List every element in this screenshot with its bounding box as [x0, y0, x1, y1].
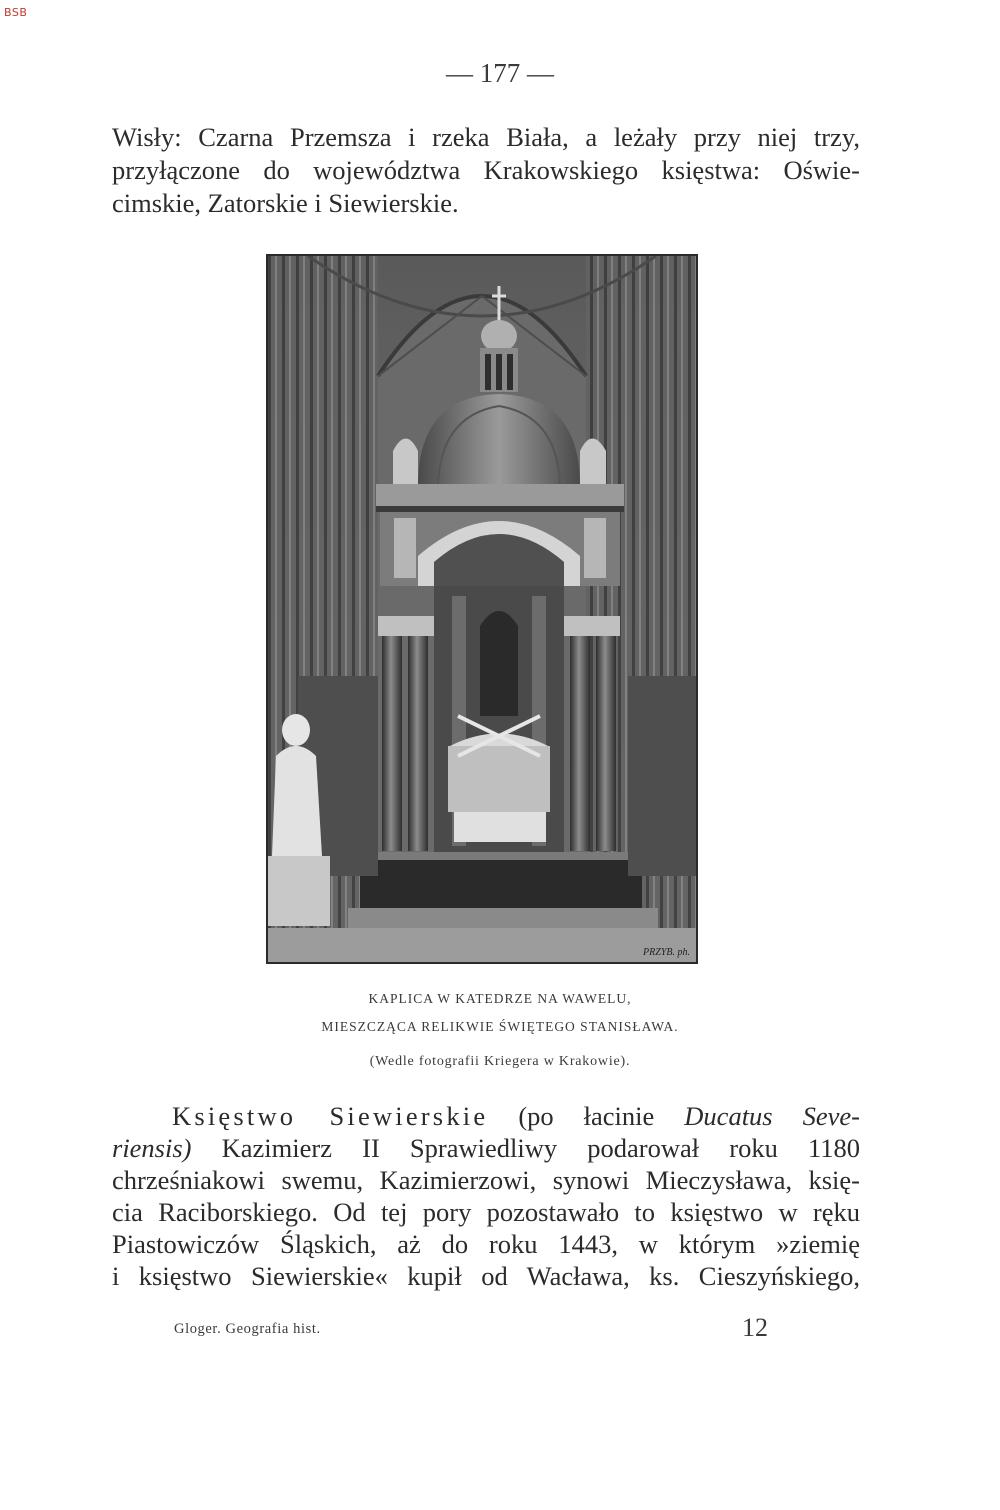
italic-span: Ducatus Seve-: [684, 1101, 860, 1131]
italic-span: riensis): [112, 1133, 192, 1163]
text-line: cimskie, Zatorskie i Siewierskie.: [112, 188, 459, 218]
library-stamp: BSB: [4, 6, 28, 19]
text-line: [112, 1100, 860, 1132]
page-number: — 177 —: [446, 58, 554, 88]
photographer-signature: PRZYB. ph.: [643, 947, 690, 958]
text-line: i księstwo Siewierskie« kupił od Wacława, ks. Cieszyńskiego,: [112, 1261, 860, 1291]
paragraph-main: [112, 1100, 860, 1292]
text-span: (po łacinie: [488, 1101, 685, 1131]
text-line: [112, 1132, 860, 1164]
paragraph-top: [112, 121, 860, 220]
text-line: Piastowiczów Śląskich, aż do roku 1443, w którym »ziemię: [112, 1229, 860, 1259]
text-span: Kazimierz II Sprawiedliwy podarował roku 1180: [191, 1133, 860, 1163]
text-line: cia Raciborskiego. Od tej pory pozostawało to księstwo w ręku: [112, 1197, 860, 1227]
figure-caption-line1: KAPLICA W KATEDRZE NA WAWELU,: [368, 991, 632, 1006]
chapel-photograph: [266, 254, 698, 964]
figure-caption-line2: MIESZCZĄCA RELIKWIE ŚWIĘTEGO STANISŁAWA.: [321, 1019, 679, 1034]
footer-sheet-number: 12: [742, 1313, 768, 1342]
footer-signature: Gloger. Geografia hist.: [174, 1321, 321, 1337]
text-line: przyłączone do województwa Krakowskiego księstwa: Oświe-: [112, 155, 860, 185]
text-line: chrześniakowi swemu, Kazimierzowi, synowi Mieczysława, księ-: [112, 1165, 860, 1195]
figure-source: (Wedle fotografii Kriegera w Krakowie).: [369, 1054, 631, 1069]
spaced-heading: Księstwo Siewierskie: [172, 1101, 489, 1131]
text-line: Wisły: Czarna Przemsza i rzeka Biała, a leżały przy niej trzy,: [112, 122, 860, 152]
